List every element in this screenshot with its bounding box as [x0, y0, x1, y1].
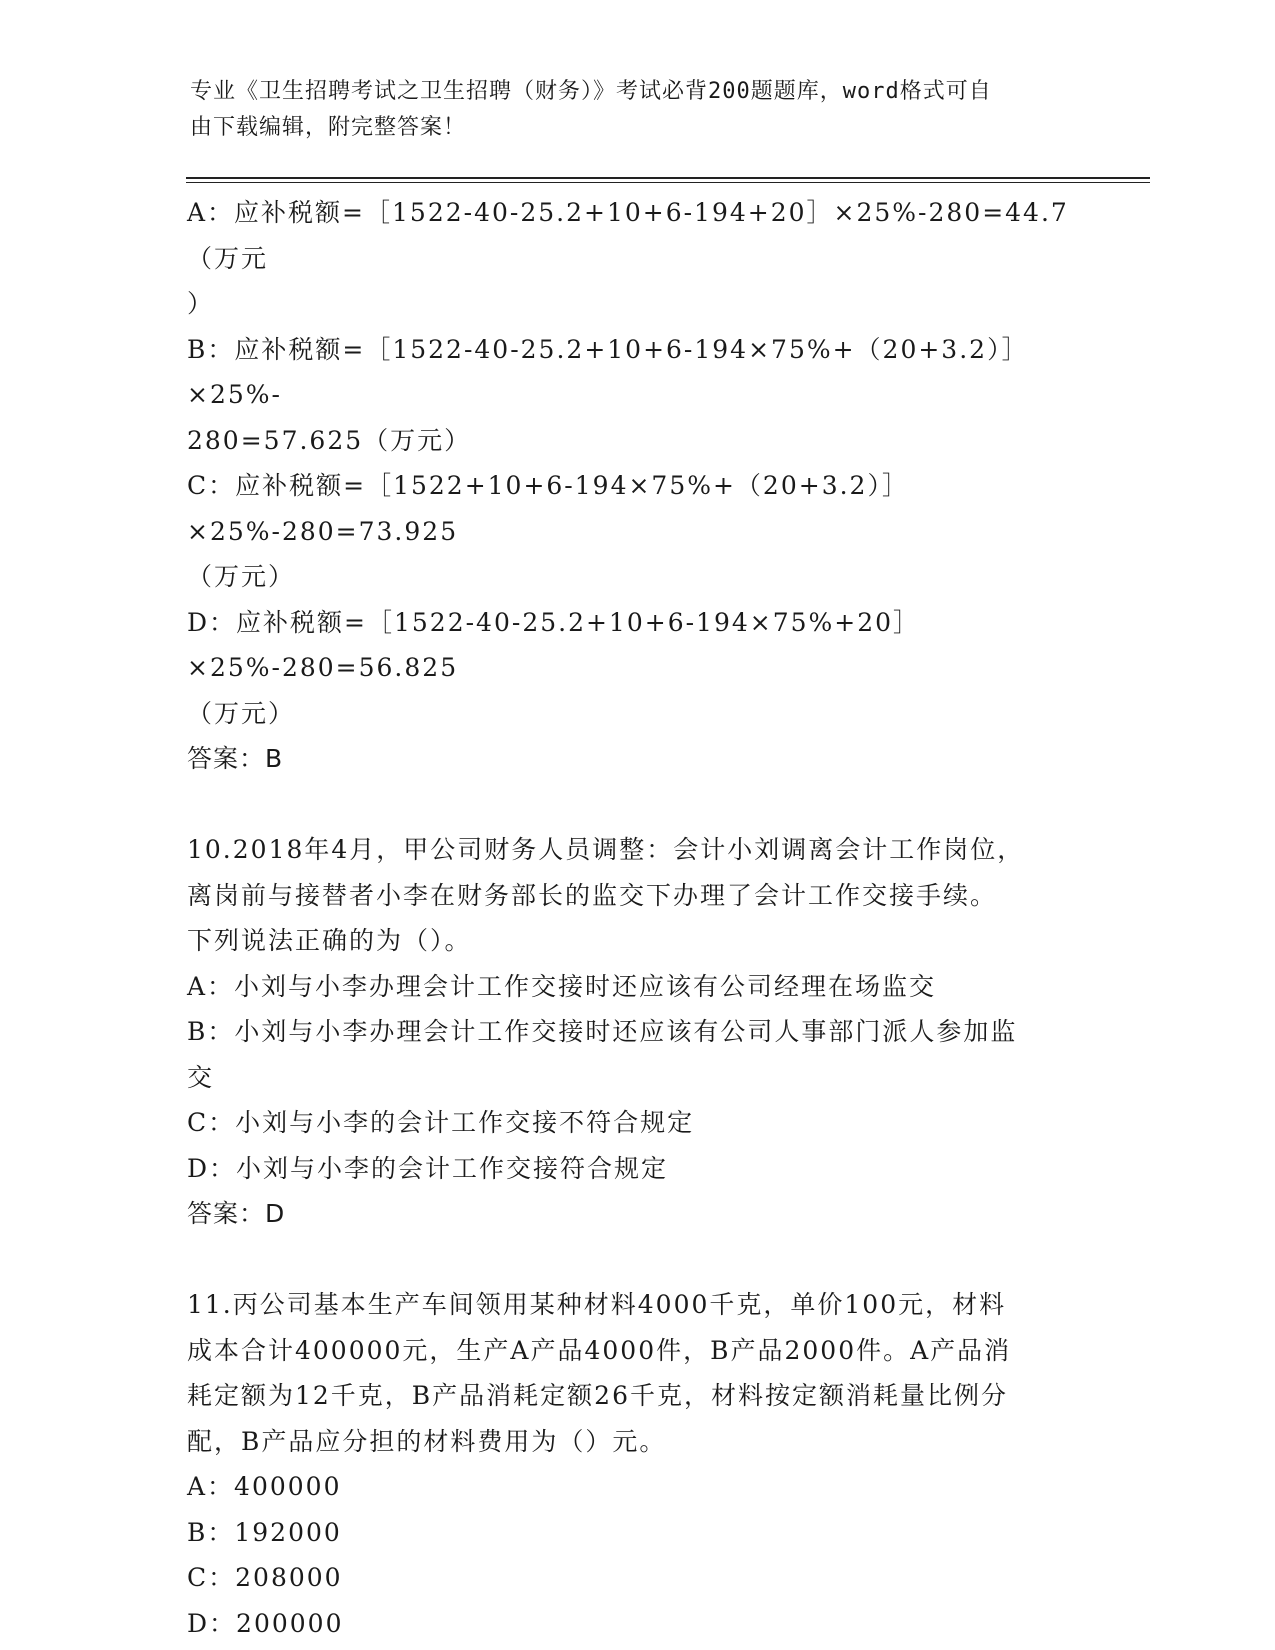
question-9-options	[187, 190, 1077, 782]
option-d: D：200000	[187, 1608, 344, 1638]
option-c: C：208000	[187, 1563, 343, 1592]
option-b-line-1: B：应补税额=［1522-40-25.2+10+6-194×75%+（20+3.2）］×25%-	[187, 334, 1029, 409]
document-body	[187, 190, 1077, 1646]
option-c-line-2: （万元）	[187, 562, 296, 591]
header-line-1: 专业《卫生招聘考试之卫生招聘（财务）》考试必背200题题库，word格式可自	[190, 79, 992, 104]
option-a-line-1: A：应补税额=［1522-40-25.2+10+6-194+20］×25%-280=44.7（万元	[187, 198, 1069, 273]
option-d: D：小刘与小李的会计工作交接符合规定	[187, 1153, 669, 1183]
header-divider-thin	[186, 182, 1150, 183]
question-11	[187, 1282, 1077, 1646]
header-line-2: 由下载编辑，附完整答案！	[190, 115, 467, 140]
question-10-answer: 答案：D	[187, 1199, 286, 1228]
option-b-line-2: 交	[187, 1062, 215, 1092]
option-a: A：400000	[187, 1472, 342, 1501]
option-b-line-1: B：小刘与小李办理会计工作交接时还应该有公司人事部门派人参加监	[187, 1017, 1018, 1046]
option-c: C：小刘与小李的会计工作交接不符合规定	[187, 1108, 695, 1137]
option-b: B：192000	[187, 1517, 342, 1547]
question-11-stem-line-1: 11.丙公司基本生产车间领用某种材料4000千克，单价100元，材料	[187, 1290, 1007, 1319]
option-d-line-2: （万元）	[187, 698, 296, 728]
option-d-line-1: D：应补税额=［1522-40-25.2+10+6-194×75%+20］×25%-280=56.825	[187, 607, 921, 682]
question-10-stem-line-3: 下列说法正确的为（）。	[187, 926, 472, 955]
question-9-answer: 答案：B	[187, 744, 284, 773]
option-b-line-2: 280=57.625（万元）	[187, 425, 472, 455]
header-divider-thick	[186, 177, 1150, 179]
option-a-line-2: ）	[187, 289, 215, 318]
question-10-stem-line-2: 离岗前与接替者小李在财务部长的监交下办理了会计工作交接手续。	[187, 880, 998, 910]
spacer	[187, 1237, 1077, 1283]
question-11-stem-line-4: 配，B产品应分担的材料费用为（）元。	[187, 1426, 667, 1456]
question-10-stem-line-1: 10.2018年4月，甲公司财务人员调整：会计小刘调离会计工作岗位，	[187, 835, 1025, 864]
question-11-stem-line-2: 成本合计400000元，生产A产品4000件，B产品2000件。A产品消	[187, 1335, 1012, 1365]
option-c-line-1: C：应补税额=［1522+10+6-194×75%+（20+3.2）］×25%-280=73.925	[187, 471, 909, 546]
spacer	[187, 782, 1077, 828]
document-header	[190, 74, 1070, 146]
question-10	[187, 827, 1077, 1237]
question-11-stem-line-3: 耗定额为12千克，B产品消耗定额26千克，材料按定额消耗量比例分	[187, 1381, 1008, 1410]
option-a: A：小刘与小李办理会计工作交接时还应该有公司经理在场监交	[187, 971, 937, 1001]
